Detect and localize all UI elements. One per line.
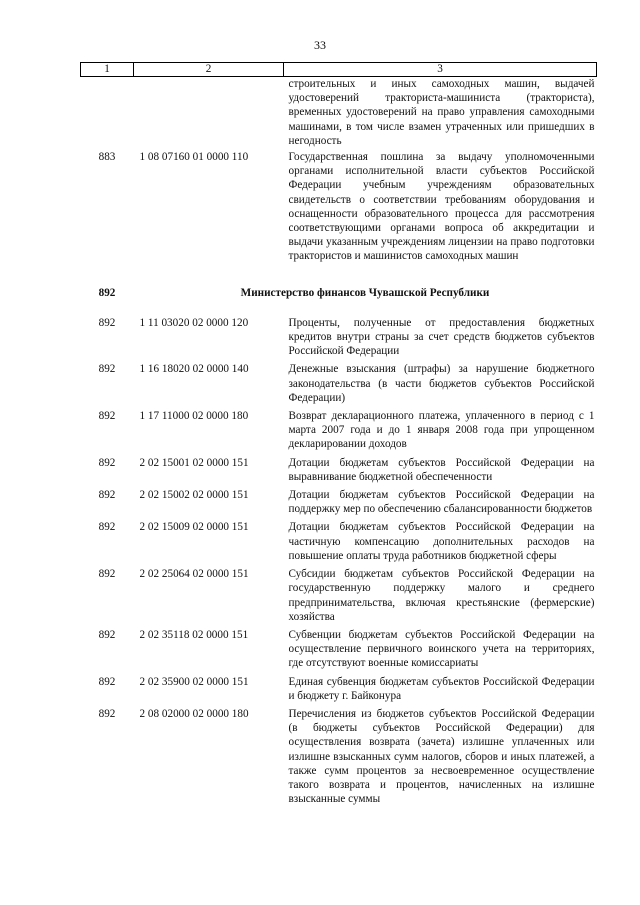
section-title: Министерство финансов Чувашской Республики: [240, 286, 490, 299]
table-row: [81, 362, 597, 409]
revenue-code: 2 02 15002 02 0000 151: [139, 489, 249, 502]
revenue-code: 2 08 02000 02 0000 180: [139, 707, 249, 720]
revenue-code: 1 16 18020 02 0000 140: [139, 363, 249, 376]
revenue-code: 2 02 35118 02 0000 151: [139, 628, 249, 641]
table-row: [81, 316, 597, 363]
table-row: [81, 567, 597, 628]
revenue-description: Государственная пошлина за выдачу уполномоченными органами исполнительной власти субъектов Российской Федерации учебным учреждениям образовательных свидетельств о соответствии требованиям оборудования и оснащенности образовательного процесса для рассмотрения соответствующими органами вопроса об аккредитации и выдачи указанным учреждениям лицензии на право подготовки трактористов и машинистов самоходных машин: [288, 151, 595, 263]
revenue-code: 2 02 35900 02 0000 151: [139, 675, 249, 688]
table-row: [81, 707, 597, 810]
revenue-description: Денежные взыскания (штрафы) за нарушение бюджетного законодательства (в части бюджетов субъектов Российской Федерации): [288, 363, 595, 404]
admin-code: 892: [98, 521, 116, 534]
revenue-code: 1 08 07160 01 0000 110: [139, 151, 249, 164]
table-row: [81, 628, 597, 675]
column-number-header-row: [81, 63, 597, 77]
revenue-description: Дотации бюджетам субъектов Российской Федерации на выравнивание бюджетной обеспеченности: [288, 456, 595, 483]
admin-code: 892: [98, 456, 116, 469]
admin-code: 883: [98, 151, 116, 164]
admin-code: 892: [98, 489, 116, 502]
revenue-description: Проценты, полученные от предоставления бюджетных кредитов внутри страны за счет средств бюджетов субъектов Российской Федерации: [288, 316, 595, 358]
revenue-description: Субвенции бюджетам субъектов Российской Федерации на осуществление первичного воинского учета на территориях, где отсутствуют военные комиссариаты: [288, 628, 595, 670]
table-row: [81, 488, 597, 520]
table-row: [81, 150, 597, 268]
admin-code: 892: [98, 628, 116, 641]
table-row: [81, 520, 597, 567]
page-number: 33: [314, 38, 326, 52]
revenue-code: 2 02 15001 02 0000 151: [139, 456, 249, 469]
continuation-code-cell: [134, 77, 284, 151]
continuation-num-cell: [81, 77, 134, 151]
table-row: [81, 675, 597, 707]
column-header-1: 1: [81, 63, 134, 77]
section-admin-code: 892: [98, 286, 116, 299]
admin-code: 892: [98, 410, 116, 423]
revenue-description: Субсидии бюджетам субъектов Российской Федерации на государственную поддержку малого и среднего предпринимательства, включая крестьянские (фермерские) хозяйства: [288, 568, 595, 623]
revenue-codes-table: [80, 62, 597, 810]
column-header-3: 3: [284, 63, 597, 77]
revenue-code: 2 02 15009 02 0000 151: [139, 521, 249, 534]
admin-code: 892: [98, 707, 116, 720]
revenue-description: Единая субвенция бюджетам субъектов Российской Федерации и бюджету г. Байконура: [288, 675, 595, 702]
revenue-description: Возврат декларационного платежа, уплаченного в период с 1 марта 2007 года и до 1 января 2008 года при упрощенном декларировании доходов: [288, 410, 595, 451]
column-header-2: 2: [134, 63, 284, 77]
section-header-row: [81, 268, 597, 316]
revenue-description: Перечисления из бюджетов субъектов Российской Федерации (в бюджеты субъектов Российской Федерации) для осуществления возврата (зачета) излишне уплаченных или излишне взысканных сумм налогов, сборов и иных платежей, а также сумм процентов за несвоевременное осуществление такого возврата и процентов, начисленных на излишне взысканные суммы: [288, 707, 595, 806]
admin-code: 892: [98, 316, 116, 329]
table-row: [81, 409, 597, 456]
revenue-code: 2 02 25064 02 0000 151: [139, 568, 249, 581]
revenue-code: 1 17 11000 02 0000 180: [139, 410, 249, 423]
admin-code: 892: [98, 568, 116, 581]
table-row: [81, 456, 597, 488]
revenue-code: 1 11 03020 02 0000 120: [139, 316, 249, 329]
admin-code: 892: [98, 675, 116, 688]
continuation-row: [81, 77, 597, 151]
revenue-description: Дотации бюджетам субъектов Российской Федерации на поддержку мер по обеспечению сбалансированности бюджетов: [288, 489, 595, 516]
revenue-description: Дотации бюджетам субъектов Российской Федерации на частичную компенсацию дополнительных расходов на повышение оплаты труда работников бюджетной сферы: [288, 521, 595, 562]
continuation-text: строительных и иных самоходных машин, выдачей удостоверений тракториста-машиниста (тракториста), временных удостоверений на право управления самоходными машинами, в том числе взамен утраченных или пришедших в негодность: [288, 78, 595, 147]
admin-code: 892: [98, 363, 116, 376]
